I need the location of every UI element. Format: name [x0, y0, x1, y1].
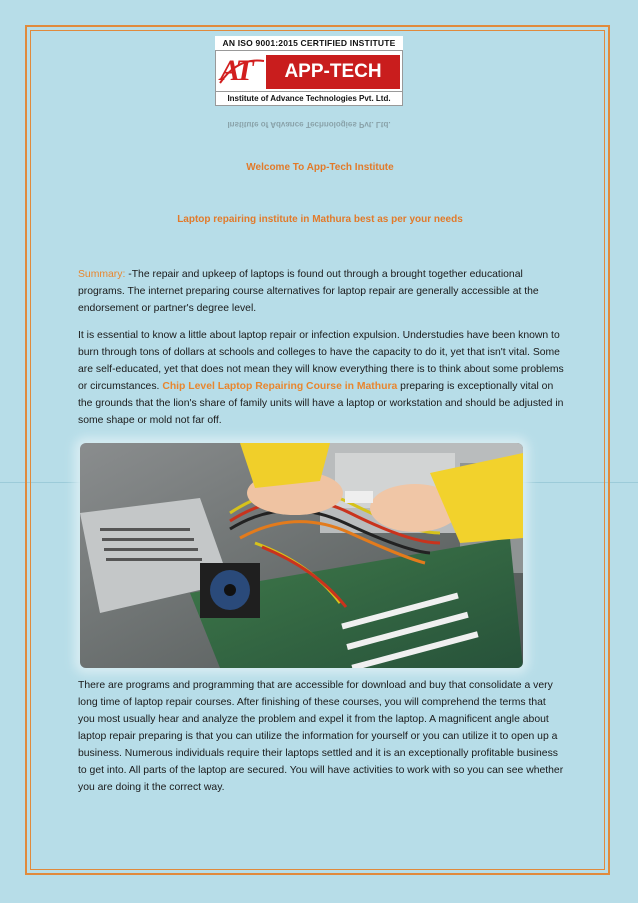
intro-text-after: preparing is exceptionally vital on the grounds that the lion's share of family units will have a laptop or workstation and should be adjusted in some shape or mold not far off.	[78, 381, 564, 426]
app-tech-logo	[215, 36, 403, 132]
summary-text: -The repair and upkeep of laptops is found out through a brought together educational programs. The internet preparing course alternatives for laptop repair are generally accessible at the endorsement or partner's degree level.	[78, 269, 539, 314]
page-subtitle: Laptop repairing institute in Mathura best as per your needs	[177, 214, 463, 225]
logo-main-band	[215, 50, 403, 92]
laptop-repair-photo	[80, 443, 523, 668]
intro-paragraph	[78, 327, 565, 429]
logo-certification-text: AN ISO 9001:2015 CERTIFIED INSTITUTE	[215, 36, 403, 50]
programs-paragraph: There are programs and programming that are accessible for download and buy that consolidate a very long time of laptop repair courses. After finishing of these courses, you will comprehend the terms that you most usually hear and analyze the problem and expel it from the laptop. A magnificent angle about laptop repair preparing is that you can utilize the information for yourself or you can utilize it to open up a business. Numerous individuals require their laptops settled and it is an exceptionally profitable business to get into. All parts of the laptop are secured. You will have activities to work with so you can see whether you are doing it the correct way.	[78, 680, 564, 793]
page-title: Welcome To App-Tech Institute	[246, 162, 394, 173]
intro-text-before: It is essential to know a little about laptop repair or infection expulsion. Understudies have been known to burn through tons of dollars at schools and colleges to have the capacity to do it, yet that isn't vital. Some are self-educated, yet that does not mean they will know everything there is to think about some problems or circumstances.	[78, 330, 564, 392]
course-link[interactable]: Chip Level Laptop Repairing Course in Mathura	[162, 381, 398, 392]
logo-subtitle: Institute of Advance Technologies Pvt. Ltd.	[215, 92, 403, 106]
photo-illustration	[80, 443, 523, 668]
logo-reflection-text: Institute of Advance Technologies Pvt. Ltd.	[227, 120, 391, 129]
summary-label: Summary:	[78, 269, 126, 280]
logo-monogram: AT	[220, 54, 251, 87]
logo-reflection	[215, 108, 403, 130]
summary-paragraph	[78, 266, 565, 317]
logo-name: APP-TECH	[266, 55, 400, 89]
